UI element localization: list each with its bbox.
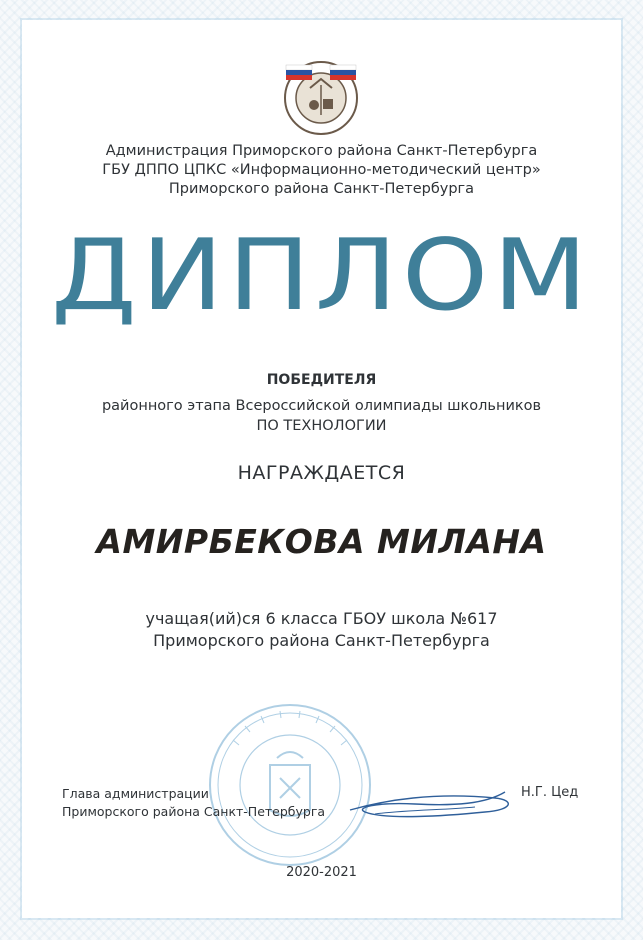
student-info	[0, 608, 643, 652]
winner-label: ПОБЕДИТЕЛЯ	[266, 372, 377, 388]
recipient-name: АМИРБЕКОВА МИЛАНА	[96, 522, 547, 561]
signatory-name: Н.Г. Цед	[521, 785, 579, 800]
organization-line-1: Администрация Приморского района Санкт-Петербурга	[105, 143, 538, 159]
signatory-position	[62, 785, 325, 821]
academic-year: 2020-2021	[286, 865, 357, 880]
signatory-position-line-1: Глава администрации	[62, 786, 209, 801]
event-line-1: районного этапа Всероссийской олимпиады школьников	[101, 398, 542, 414]
student-info-line-1: учащая(ий)ся 6 класса ГБОУ школа №617	[145, 609, 498, 628]
organization-line-3: Приморского района Санкт-Петербурга	[168, 181, 475, 197]
event-description	[0, 396, 643, 436]
student-info-line-2: Приморского района Санкт-Петербурга	[153, 631, 490, 650]
olympiad-logo-icon	[280, 55, 362, 137]
awarded-label: НАГРАЖДАЕТСЯ	[237, 462, 406, 484]
event-line-2: ПО ТЕХНОЛОГИИ	[256, 418, 387, 434]
signatory-position-line-2: Приморского района Санкт-Петербурга	[62, 804, 326, 819]
organization-header	[0, 142, 643, 199]
handwritten-signature	[345, 780, 520, 830]
organization-line-2: ГБУ ДППО ЦПКС «Информационно-методический центр»	[102, 162, 541, 178]
diploma-title: ДИПЛОМ	[51, 219, 592, 333]
